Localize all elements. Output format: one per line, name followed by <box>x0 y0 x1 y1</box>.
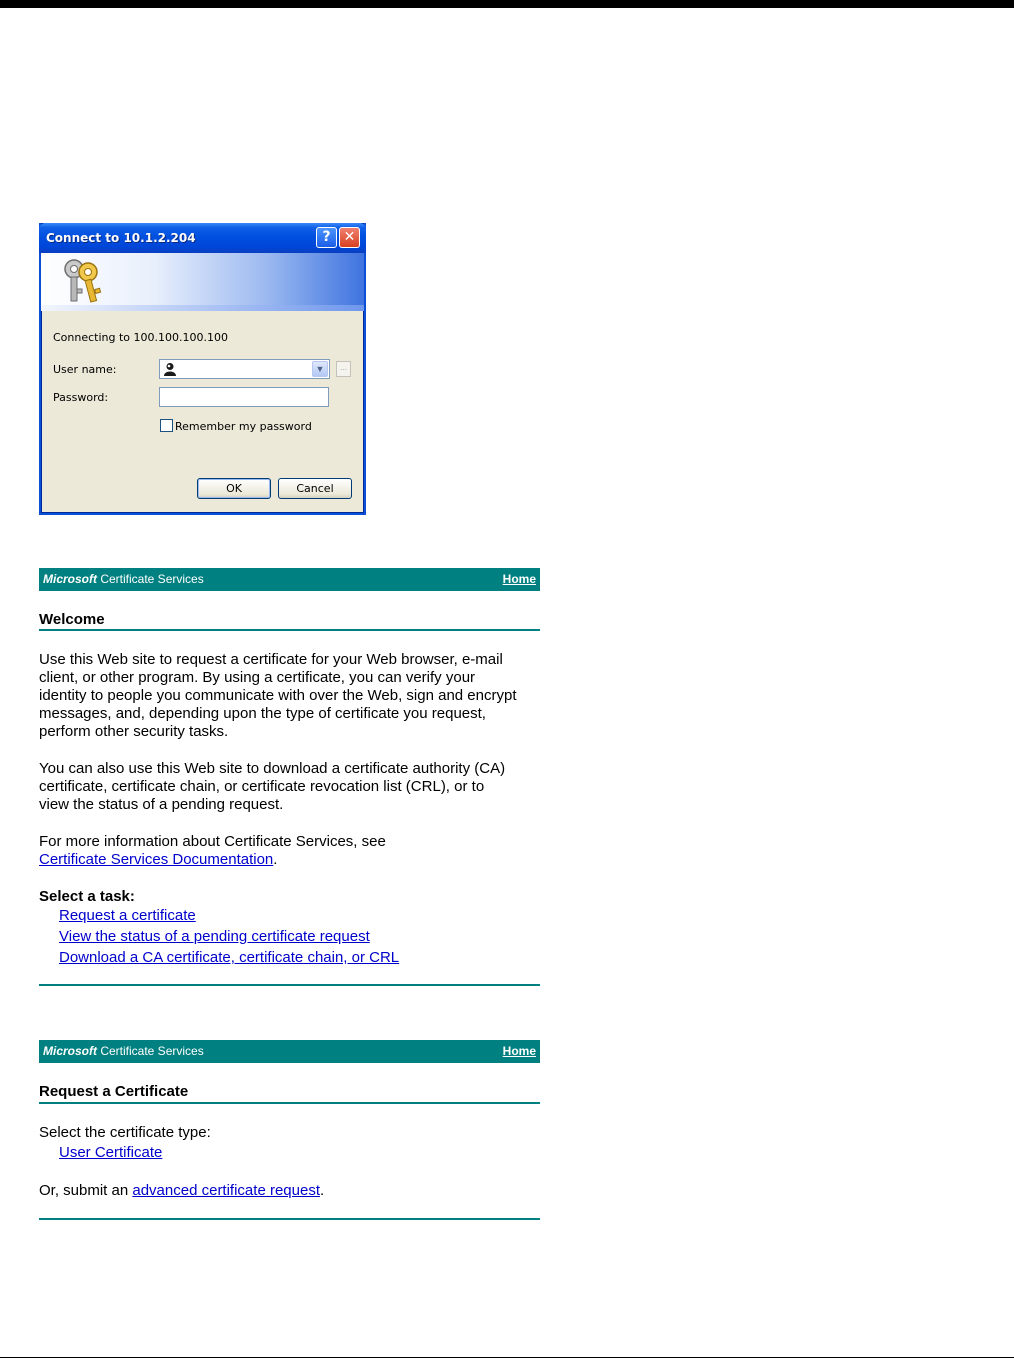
cs-header-bar <box>39 1040 540 1063</box>
download-line: view the status of a pending request. <box>39 796 284 813</box>
brand-microsoft: Microsoft <box>43 572 97 586</box>
home-link[interactable]: Home <box>502 1044 536 1058</box>
password-label: Password: <box>53 391 109 404</box>
download-line: certificate, certificate chain, or certificate revocation list (CRL), or to <box>39 778 485 795</box>
browse-users-button[interactable]: ... <box>336 361 351 377</box>
cancel-button[interactable]: Cancel <box>278 478 352 499</box>
brand-service-name: Certificate Services <box>97 1044 204 1058</box>
page-title: Welcome <box>39 611 105 628</box>
more-info-text: For more information about Certificate Services, see <box>39 833 386 850</box>
ok-button[interactable]: OK <box>197 478 271 499</box>
documentation-link[interactable]: Certificate Services Documentation <box>39 851 274 868</box>
welcome-panel <box>39 568 540 988</box>
remember-password-checkbox[interactable] <box>160 419 173 432</box>
keys-icon <box>57 257 107 307</box>
remember-password-label[interactable]: Remember my password <box>175 420 312 433</box>
select-type-label: Select the certificate type: <box>39 1124 211 1141</box>
task-download-ca-link[interactable]: Download a CA certificate, certificate chain, or CRL <box>59 949 400 966</box>
user-icon <box>163 362 177 376</box>
connect-dialog <box>39 223 366 515</box>
user-certificate-link[interactable]: User Certificate <box>59 1144 163 1161</box>
cs-brand <box>43 1044 204 1058</box>
intro-line: perform other security tasks. <box>39 723 229 740</box>
username-label: User name: <box>53 363 117 376</box>
footer-divider <box>39 1218 540 1220</box>
request-panel <box>39 1040 540 1222</box>
dialog-title: Connect to 10.1.2.204 <box>46 231 196 245</box>
connecting-text: Connecting to 100.100.100.100 <box>53 331 229 344</box>
username-combobox[interactable] <box>159 359 330 379</box>
intro-line: client, or other program. By using a certificate, you can verify your <box>39 669 476 686</box>
intro-line: messages, and, depending upon the type of certificate you request, <box>39 705 486 722</box>
doc-link-period: . <box>273 851 278 868</box>
intro-line: identity to people you communicate with over the Web, sign and encrypt <box>39 687 517 704</box>
cs-brand <box>43 572 204 586</box>
task-view-pending-link[interactable]: View the status of a pending certificate request <box>59 928 370 945</box>
intro-line: Use this Web site to request a certificate for your Web browser, e-mail <box>39 651 503 668</box>
dialog-banner <box>41 253 364 311</box>
page-title: Request a Certificate <box>39 1083 189 1100</box>
cs-header-bar <box>39 568 540 591</box>
home-link[interactable]: Home <box>502 572 536 586</box>
page-top-rule <box>0 0 1014 8</box>
advanced-request-line <box>39 1182 324 1200</box>
brand-microsoft: Microsoft <box>43 1044 97 1058</box>
doc-link-line <box>39 851 277 869</box>
page-bottom-rule <box>0 1357 1014 1358</box>
help-button[interactable]: ? <box>316 227 337 248</box>
password-field[interactable] <box>159 387 329 407</box>
advanced-request-period: . <box>320 1182 325 1199</box>
banner-sweep <box>41 305 364 311</box>
download-line: You can also use this Web site to download a certificate authority (CA) <box>39 760 506 777</box>
chevron-down-icon[interactable]: ▼ <box>312 361 328 377</box>
footer-divider <box>39 984 540 986</box>
dialog-titlebar[interactable] <box>39 223 366 253</box>
task-request-certificate-link[interactable]: Request a certificate <box>59 907 196 924</box>
advanced-request-prefix: Or, submit an <box>39 1182 133 1199</box>
heading-divider <box>39 1102 540 1104</box>
brand-service-name: Certificate Services <box>97 572 204 586</box>
heading-divider <box>39 629 540 631</box>
advanced-request-link[interactable]: advanced certificate request <box>132 1182 320 1199</box>
close-button[interactable]: ✕ <box>339 227 360 248</box>
select-task-label: Select a task: <box>39 888 135 905</box>
